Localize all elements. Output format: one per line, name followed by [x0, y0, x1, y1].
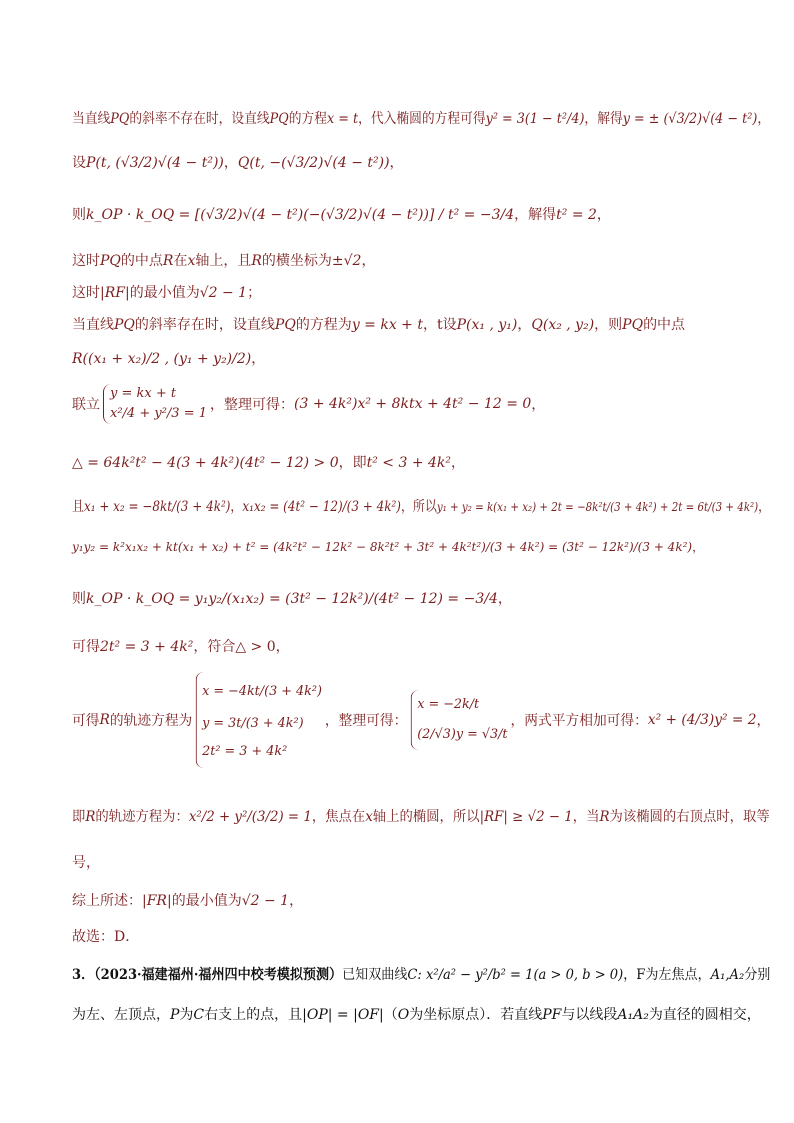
math: √2 − 1: [199, 285, 248, 301]
text: ，: [692, 540, 705, 554]
text: ，: [251, 351, 266, 367]
math: |RF| ≥ √2 − 1: [479, 809, 573, 825]
math: △ = 64k²t² − 4(3 + 4k²)(4t² − 12) > 0: [72, 455, 339, 471]
trajectory-system: [195, 672, 322, 768]
text: 的斜率不存在时，设直线: [129, 111, 270, 127]
text: ，: [497, 591, 512, 607]
text: 为该椭圆的右顶点时，取等: [609, 809, 770, 825]
text: 为坐标原点）．若直线: [409, 1007, 543, 1023]
text: 综上所述：: [72, 893, 142, 909]
math: x² + (4/3)y² = 2: [647, 712, 757, 728]
text: 且: [72, 499, 84, 515]
text: ，: [596, 207, 611, 223]
text: 的最小值为: [171, 893, 242, 909]
text: 当直线: [72, 111, 111, 127]
math: |FR|: [142, 893, 172, 909]
solution-line-7: [72, 348, 265, 368]
math: R: [251, 253, 262, 269]
text: ，: [361, 253, 376, 269]
math: k_OP · k_OQ = y₁y₂/(x₁x₂) = (3t² − 12k²)/(4t² − 12) = −3/4: [86, 591, 498, 607]
text: ，则: [594, 317, 623, 333]
solution-line-1: [72, 108, 770, 128]
text: 的最小值为: [129, 285, 200, 301]
math: R: [599, 809, 610, 825]
text: ，当: [572, 809, 600, 825]
text: ，: [531, 397, 546, 413]
text: （: [383, 1007, 398, 1023]
text: 的方程为: [295, 317, 352, 333]
math: PQ: [622, 317, 644, 333]
math: k_OP · k_OQ = [(√3/2)√(4 − t²)(−(√3/2)√(4 − t²))] / t² = −3/4: [86, 207, 515, 223]
text: ，: [756, 713, 771, 729]
text: 的轨迹方程为：: [95, 809, 189, 825]
math: R((x₁ + x₂)/2 , (y₁ + y₂)/2): [72, 351, 252, 367]
math: (3 + 4k²)x² + 8ktx + 4t² − 12 = 0: [294, 396, 532, 412]
math: P(x₁ , y₁): [456, 317, 518, 333]
text: 的中点: [643, 317, 686, 333]
equation: y = 3t/(3 + 4k²): [202, 716, 304, 731]
text: 故选：D．: [72, 929, 140, 945]
math: PQ: [269, 111, 289, 127]
text: 这时: [72, 285, 100, 301]
text: 可得: [72, 639, 100, 655]
math: y = kx + t: [351, 317, 423, 333]
text: 这时: [72, 253, 100, 269]
math: x₁ + x₂ = −8kt/(3 + 4k²): [83, 499, 231, 515]
solution-line-16: [72, 852, 100, 872]
text: ，两式平方相加可得：: [510, 713, 648, 729]
math: O: [397, 1007, 410, 1023]
text: 号，: [72, 855, 100, 871]
text: ，符合△ > 0，: [193, 639, 290, 655]
math: |OP| = |OF|: [302, 1007, 384, 1023]
text: 即: [72, 809, 86, 825]
text: ，: [517, 317, 532, 333]
solution-line-12: [72, 588, 512, 608]
problem-3-line-1: [72, 964, 770, 984]
solution-line-11: [72, 538, 704, 555]
math: t² = 2: [556, 207, 597, 223]
text: ，: [223, 155, 238, 171]
math: PQ: [110, 111, 130, 127]
math: √2 − 1: [241, 893, 290, 909]
equation: x = −4kt/(3 + 4k²): [202, 684, 322, 699]
text: 在: [173, 253, 188, 269]
text: ，即: [338, 455, 367, 471]
text: 为: [179, 1007, 194, 1023]
math: x₁x₂ = (4t² − 12)/(3 + 4k²): [242, 499, 401, 515]
solution-line-14: [72, 672, 770, 768]
text: ，t设: [423, 317, 457, 333]
math: R: [162, 253, 174, 269]
text: ，: [757, 111, 771, 127]
text: 的轨迹方程为: [109, 713, 193, 729]
simplified-system: [410, 690, 507, 750]
math: x: [365, 809, 373, 825]
equation: y = kx + t: [110, 386, 177, 401]
problem-source: 3．（2023·福建福州·福州四中校考模拟预测）: [72, 967, 343, 983]
text: 为左、左顶点，: [72, 1007, 170, 1023]
solution-line-8: [72, 384, 545, 424]
text: ，解得: [584, 111, 623, 127]
solution-line-10: [72, 496, 770, 516]
text: 轴上，且: [195, 253, 252, 269]
math: PQ: [274, 317, 296, 333]
solution-line-13: [72, 636, 290, 656]
text: ，: [289, 893, 304, 909]
text: 为直径的圆相交，: [648, 1007, 761, 1023]
text: 右支上的点，且: [204, 1007, 303, 1023]
text: 可得: [72, 713, 100, 729]
math: Q(t, −(√3/2)√(4 − t²)): [237, 155, 390, 171]
text: 已知双曲线: [342, 967, 408, 983]
math: PQ: [100, 253, 121, 269]
text: 则: [72, 207, 86, 223]
math: y = ± (√3/2)√(4 − t²): [622, 111, 758, 127]
math: A₁,A₂: [710, 967, 745, 983]
math: P(t, (√3/2)√(4 − t²)): [86, 155, 224, 171]
solution-line-5: [72, 282, 261, 302]
math: ±√2: [331, 253, 362, 269]
text: 分别: [744, 967, 771, 983]
math: y₁ + y₂ = k(x₁ + x₂) + 2t = −8k²t/(3 + 4k²) + 2t = 6t/(3 + 4k²): [436, 500, 759, 514]
solution-line-4: [72, 250, 375, 270]
text: 与以线段: [561, 1007, 618, 1023]
text: 的中点: [120, 253, 163, 269]
math: x: [187, 253, 196, 269]
text: ，代入椭圆的方程可得: [358, 111, 486, 127]
text: 的方程: [288, 111, 327, 127]
math: 2t² = 3 + 4k²: [100, 639, 194, 655]
math: y² = 3(1 − t²/4): [485, 111, 585, 127]
equation: (2/√3)y = √3/t: [417, 727, 508, 742]
text: ，: [389, 155, 404, 171]
math: A₁A₂: [617, 1007, 649, 1023]
math: |RF|: [100, 285, 130, 301]
system-brace: [103, 384, 207, 424]
text: 则: [72, 591, 86, 607]
solution-line-2: [72, 152, 404, 172]
text: 当直线: [72, 317, 114, 333]
math: C: x²/a² − y²/b² = 1(a > 0, b > 0): [407, 967, 624, 983]
text: ；: [247, 285, 262, 301]
equation: x = −2k/t: [417, 697, 480, 712]
solution-line-15: [72, 806, 770, 826]
math: R: [85, 809, 96, 825]
text: ，整理可得：: [210, 397, 294, 413]
problem-3-line-2: [72, 1004, 761, 1024]
solution-line-17: [72, 890, 303, 910]
math: Q(x₂ , y₂): [531, 317, 595, 333]
math: t² < 3 + 4k²: [366, 455, 452, 471]
text: ，焦点在: [311, 809, 366, 825]
math: x²/2 + y²/(3/2) = 1: [188, 809, 312, 825]
equation: 2t² = 3 + 4k²: [202, 744, 288, 759]
solution-line-9: [72, 452, 465, 472]
solution-line-18: [72, 926, 139, 946]
text: ，: [758, 499, 771, 515]
text: 联立: [72, 397, 100, 413]
math: PQ: [114, 317, 135, 333]
math: R: [99, 712, 110, 728]
equation: x²/4 + y²/3 = 1: [110, 406, 207, 421]
math: PF: [542, 1007, 562, 1023]
text: ，整理可得：: [324, 713, 408, 729]
text: ，F为左焦点，: [623, 967, 711, 983]
text: ，解得: [514, 207, 557, 223]
solution-line-6: [72, 314, 685, 334]
text: 设: [72, 155, 86, 171]
math: y₁y₂ = k²x₁x₂ + kt(x₁ + x₂) + t² = (4k²t² − 12k² − 8k²t² + 3t² + 4k²t²)/(3 + 4k²) = (3t² − 12k²)/(3 + 4k²): [72, 540, 693, 554]
math: x = t: [326, 111, 359, 127]
math: P: [170, 1007, 180, 1023]
text: ，: [451, 455, 466, 471]
math: C: [193, 1007, 205, 1023]
text: ，: [230, 499, 243, 515]
text: ，所以: [400, 499, 437, 515]
text: 的横坐标为: [261, 253, 332, 269]
text: 的斜率存在时，设直线: [134, 317, 275, 333]
text: 轴上的椭圆，所以: [372, 809, 480, 825]
solution-line-3: [72, 204, 611, 224]
